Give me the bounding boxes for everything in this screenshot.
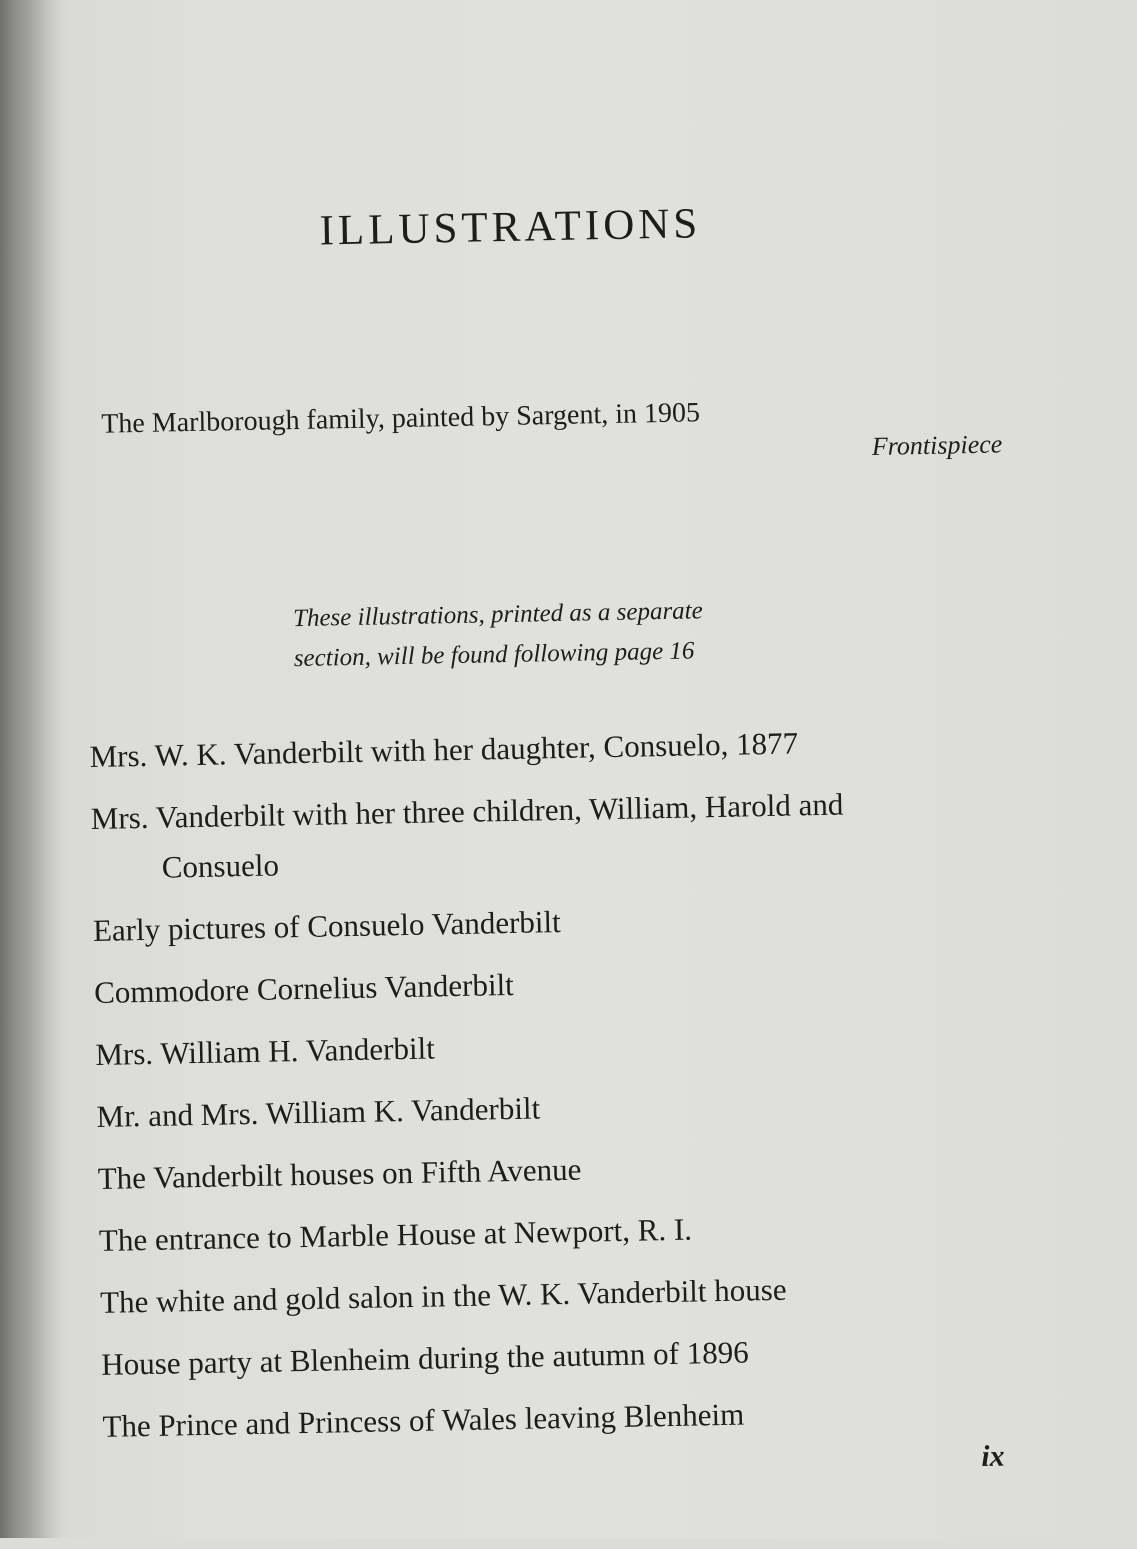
section-note <box>293 591 704 679</box>
frontispiece-caption: The Marlborough family, painted by Sargent, in 1905 <box>100 397 701 440</box>
illustration-list <box>89 725 856 1471</box>
list-item <box>101 1332 854 1382</box>
list-item <box>102 1394 855 1444</box>
section-note-line: These illustrations, printed as a separate <box>292 597 703 633</box>
list-item <box>99 1208 852 1258</box>
list-item-text: House party at Blenheim during the autumn of 1896 <box>100 1334 749 1382</box>
list-item-text: The entrance to Marble House at Newport, R. I. <box>98 1211 693 1258</box>
list-item-text: The Vanderbilt houses on Fifth Avenue <box>97 1151 582 1196</box>
list-item <box>97 1147 850 1197</box>
list-item-text: Mrs. W. K. Vanderbilt with her daughter, Consuelo, 1877 <box>89 725 799 775</box>
list-item-text: Mr. and Mrs. William K. Vanderbilt <box>96 1090 541 1134</box>
list-item <box>96 1085 849 1135</box>
list-item <box>91 787 845 887</box>
list-item-text: The white and gold salon in the W. K. Vanderbilt house <box>99 1271 787 1320</box>
list-item <box>93 899 846 949</box>
list-item-text: Mrs. Vanderbilt with her three children, William, Harold and <box>90 786 844 837</box>
list-item <box>100 1270 853 1320</box>
list-item-text: Mrs. William H. Vanderbilt <box>95 1030 436 1072</box>
list-item-text: Commodore Cornelius Vanderbilt <box>93 966 515 1010</box>
frontispiece-label: Frontispiece <box>871 429 1003 461</box>
list-item-text: The Prince and Princess of Wales leaving Blenheim <box>102 1396 745 1444</box>
list-item-text: Early pictures of Consuelo Vanderbilt <box>92 904 562 948</box>
page-number: ix <box>980 1439 1005 1474</box>
list-item-continuation: Consuelo <box>161 847 280 885</box>
list-item <box>94 961 847 1011</box>
page-title: ILLUSTRATIONS <box>319 200 702 255</box>
section-note-line: section, will be found following page 16 <box>293 637 695 673</box>
list-item <box>95 1023 848 1073</box>
list-item <box>89 725 842 775</box>
